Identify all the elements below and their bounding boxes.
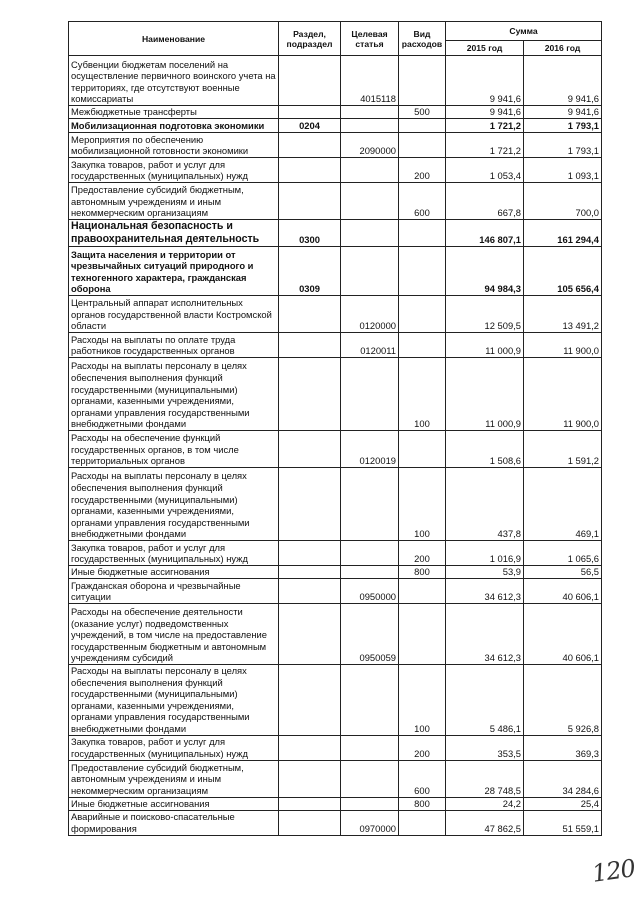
table-row xyxy=(69,797,602,810)
header-sum: Сумма xyxy=(446,22,602,41)
row-sum-2016: 1 793,1 xyxy=(524,133,602,158)
row-sum-2016: 34 284,6 xyxy=(524,760,602,797)
row-name: Предоставление субсидий бюджетным, автономным учреждениям и иным некоммерческим организациям xyxy=(69,183,279,220)
row-sum-2015: 24,2 xyxy=(446,797,524,810)
header-target: Целевая статья xyxy=(341,22,399,56)
row-section xyxy=(279,133,341,158)
row-kind xyxy=(399,604,446,665)
row-kind xyxy=(399,220,446,247)
row-kind xyxy=(399,579,446,604)
row-name: Закупка товаров, работ и услуг для государственных (муниципальных) нужд xyxy=(69,541,279,566)
row-kind xyxy=(399,296,446,333)
row-sum-2015: 146 807,1 xyxy=(446,220,524,247)
table-body xyxy=(69,56,602,836)
row-sum-2015: 12 509,5 xyxy=(446,296,524,333)
row-kind: 800 xyxy=(399,566,446,579)
row-kind xyxy=(399,431,446,468)
row-target: 0120019 xyxy=(341,431,399,468)
row-target xyxy=(341,358,399,431)
row-name: Национальная безопасность и правоохранительная деятельность xyxy=(69,220,279,247)
row-target xyxy=(341,119,399,133)
row-kind xyxy=(399,247,446,296)
row-name: Мероприятия по обеспечению мобилизационной готовности экономики xyxy=(69,133,279,158)
row-kind: 200 xyxy=(399,735,446,760)
header-kind: Вид расходов xyxy=(399,22,446,56)
row-target xyxy=(341,468,399,541)
row-name: Предоставление субсидий бюджетным, автономным учреждениям и иным некоммерческим организациям xyxy=(69,760,279,797)
row-section xyxy=(279,735,341,760)
row-name: Закупка товаров, работ и услуг для государственных (муниципальных) нужд xyxy=(69,158,279,183)
row-name: Субвенции бюджетам поселений на осуществление первичного воинского учета на территориях, где отсутствуют военные комиссариаты xyxy=(69,56,279,106)
row-section xyxy=(279,183,341,220)
table-row xyxy=(69,119,602,133)
row-target: 0120000 xyxy=(341,296,399,333)
row-name: Аварийные и поисково-спасательные формирования xyxy=(69,810,279,835)
table-row xyxy=(69,333,602,358)
row-sum-2015: 437,8 xyxy=(446,468,524,541)
row-sum-2015: 9 941,6 xyxy=(446,106,524,119)
row-section xyxy=(279,296,341,333)
row-target xyxy=(341,797,399,810)
row-sum-2015: 9 941,6 xyxy=(446,56,524,106)
row-sum-2016: 9 941,6 xyxy=(524,56,602,106)
row-sum-2016: 56,5 xyxy=(524,566,602,579)
row-sum-2016: 13 491,2 xyxy=(524,296,602,333)
row-section xyxy=(279,358,341,431)
row-name: Расходы на выплаты персоналу в целях обеспечения выполнения функций государственными (муниципальными) органами, казенными учреждениями, органами управления государственными внебюджетными фондами xyxy=(69,665,279,736)
table-row xyxy=(69,735,602,760)
row-target: 4015118 xyxy=(341,56,399,106)
table-row xyxy=(69,566,602,579)
row-sum-2016: 40 606,1 xyxy=(524,579,602,604)
row-target xyxy=(341,665,399,736)
row-section xyxy=(279,56,341,106)
row-name: Центральный аппарат исполнительных органов государственной власти Костромской области xyxy=(69,296,279,333)
row-name: Гражданская оборона и чрезвычайные ситуации xyxy=(69,579,279,604)
row-name: Иные бюджетные ассигнования xyxy=(69,797,279,810)
row-kind xyxy=(399,333,446,358)
table-row xyxy=(69,296,602,333)
row-sum-2016: 161 294,4 xyxy=(524,220,602,247)
row-section xyxy=(279,158,341,183)
row-sum-2015: 47 862,5 xyxy=(446,810,524,835)
row-target xyxy=(341,541,399,566)
row-section xyxy=(279,333,341,358)
table-row xyxy=(69,810,602,835)
row-target: 0120011 xyxy=(341,333,399,358)
row-target xyxy=(341,183,399,220)
table-row xyxy=(69,358,602,431)
table-row xyxy=(69,468,602,541)
row-target xyxy=(341,247,399,296)
row-sum-2015: 5 486,1 xyxy=(446,665,524,736)
row-sum-2015: 11 000,9 xyxy=(446,333,524,358)
row-target: 0950000 xyxy=(341,579,399,604)
row-sum-2016: 700,0 xyxy=(524,183,602,220)
row-sum-2016: 11 900,0 xyxy=(524,333,602,358)
row-sum-2016: 1 591,2 xyxy=(524,431,602,468)
row-sum-2016: 105 656,4 xyxy=(524,247,602,296)
row-section xyxy=(279,468,341,541)
row-kind xyxy=(399,56,446,106)
row-sum-2016: 1 793,1 xyxy=(524,119,602,133)
row-kind: 100 xyxy=(399,468,446,541)
row-section xyxy=(279,579,341,604)
header-year-2015: 2015 год xyxy=(446,41,524,56)
table-row xyxy=(69,220,602,247)
row-kind xyxy=(399,810,446,835)
row-sum-2016: 369,3 xyxy=(524,735,602,760)
row-kind: 100 xyxy=(399,358,446,431)
header-year-2016: 2016 год xyxy=(524,41,602,56)
row-section xyxy=(279,431,341,468)
row-sum-2015: 1 721,2 xyxy=(446,119,524,133)
header-section: Раздел, подраздел xyxy=(279,22,341,56)
table-row xyxy=(69,579,602,604)
row-sum-2015: 1 721,2 xyxy=(446,133,524,158)
row-sum-2016: 5 926,8 xyxy=(524,665,602,736)
row-name: Расходы на выплаты по оплате труда работников государственных органов xyxy=(69,333,279,358)
row-target xyxy=(341,158,399,183)
row-sum-2016: 9 941,6 xyxy=(524,106,602,119)
table-row xyxy=(69,158,602,183)
row-sum-2016: 469,1 xyxy=(524,468,602,541)
row-sum-2015: 1 016,9 xyxy=(446,541,524,566)
table-row xyxy=(69,133,602,158)
row-target: 0970000 xyxy=(341,810,399,835)
row-name: Расходы на выплаты персоналу в целях обеспечения выполнения функций государственными (муниципальными) органами, казенными учреждениями, органами управления государственными внебюджетными фондами xyxy=(69,468,279,541)
row-name: Иные бюджетные ассигнования xyxy=(69,566,279,579)
row-kind xyxy=(399,119,446,133)
row-kind: 600 xyxy=(399,760,446,797)
table-row xyxy=(69,760,602,797)
row-sum-2015: 11 000,9 xyxy=(446,358,524,431)
page-number: 120 xyxy=(590,854,637,888)
row-sum-2015: 34 612,3 xyxy=(446,604,524,665)
row-kind xyxy=(399,133,446,158)
table-row xyxy=(69,56,602,106)
row-sum-2016: 11 900,0 xyxy=(524,358,602,431)
row-kind: 200 xyxy=(399,158,446,183)
row-sum-2015: 53,9 xyxy=(446,566,524,579)
table-row xyxy=(69,665,602,736)
row-section xyxy=(279,541,341,566)
row-name: Расходы на выплаты персоналу в целях обеспечения выполнения функций государственными (муниципальными) органами, казенными учреждениями, органами управления государственными внебюджетными фондами xyxy=(69,358,279,431)
row-section xyxy=(279,106,341,119)
row-section xyxy=(279,566,341,579)
row-section: 0300 xyxy=(279,220,341,247)
row-kind: 100 xyxy=(399,665,446,736)
row-name: Расходы на обеспечение функций государственных органов, в том числе территориальных органов xyxy=(69,431,279,468)
row-target: 0950059 xyxy=(341,604,399,665)
row-target xyxy=(341,760,399,797)
table-row xyxy=(69,183,602,220)
row-kind: 800 xyxy=(399,797,446,810)
row-section xyxy=(279,810,341,835)
row-sum-2016: 1 065,6 xyxy=(524,541,602,566)
row-name: Закупка товаров, работ и услуг для государственных (муниципальных) нужд xyxy=(69,735,279,760)
row-sum-2015: 353,5 xyxy=(446,735,524,760)
row-sum-2015: 667,8 xyxy=(446,183,524,220)
row-target xyxy=(341,735,399,760)
row-name: Мобилизационная подготовка экономики xyxy=(69,119,279,133)
row-name: Расходы на обеспечение деятельности (оказание услуг) подведомственных учреждений, в том числе на предоставление государственным бюджетным и автономным учреждениям субсидий xyxy=(69,604,279,665)
row-section: 0204 xyxy=(279,119,341,133)
table-row xyxy=(69,604,602,665)
row-sum-2016: 40 606,1 xyxy=(524,604,602,665)
row-section: 0309 xyxy=(279,247,341,296)
table-row xyxy=(69,431,602,468)
header-name: Наименование xyxy=(69,22,279,56)
row-sum-2016: 25,4 xyxy=(524,797,602,810)
row-section xyxy=(279,665,341,736)
row-sum-2015: 34 612,3 xyxy=(446,579,524,604)
row-name: Межбюджетные трансферты xyxy=(69,106,279,119)
row-target xyxy=(341,220,399,247)
row-section xyxy=(279,797,341,810)
row-sum-2016: 1 093,1 xyxy=(524,158,602,183)
row-target: 2090000 xyxy=(341,133,399,158)
row-sum-2016: 51 559,1 xyxy=(524,810,602,835)
table-row xyxy=(69,106,602,119)
row-sum-2015: 1 053,4 xyxy=(446,158,524,183)
row-sum-2015: 94 984,3 xyxy=(446,247,524,296)
row-sum-2015: 28 748,5 xyxy=(446,760,524,797)
table-row xyxy=(69,247,602,296)
row-kind: 200 xyxy=(399,541,446,566)
row-section xyxy=(279,604,341,665)
row-target xyxy=(341,106,399,119)
row-target xyxy=(341,566,399,579)
row-kind: 500 xyxy=(399,106,446,119)
row-kind: 600 xyxy=(399,183,446,220)
row-section xyxy=(279,760,341,797)
table-row xyxy=(69,541,602,566)
budget-table xyxy=(68,21,602,836)
row-name: Защита населения и территории от чрезвычайных ситуаций природного и техногенного характера, гражданская оборона xyxy=(69,247,279,296)
row-sum-2015: 1 508,6 xyxy=(446,431,524,468)
